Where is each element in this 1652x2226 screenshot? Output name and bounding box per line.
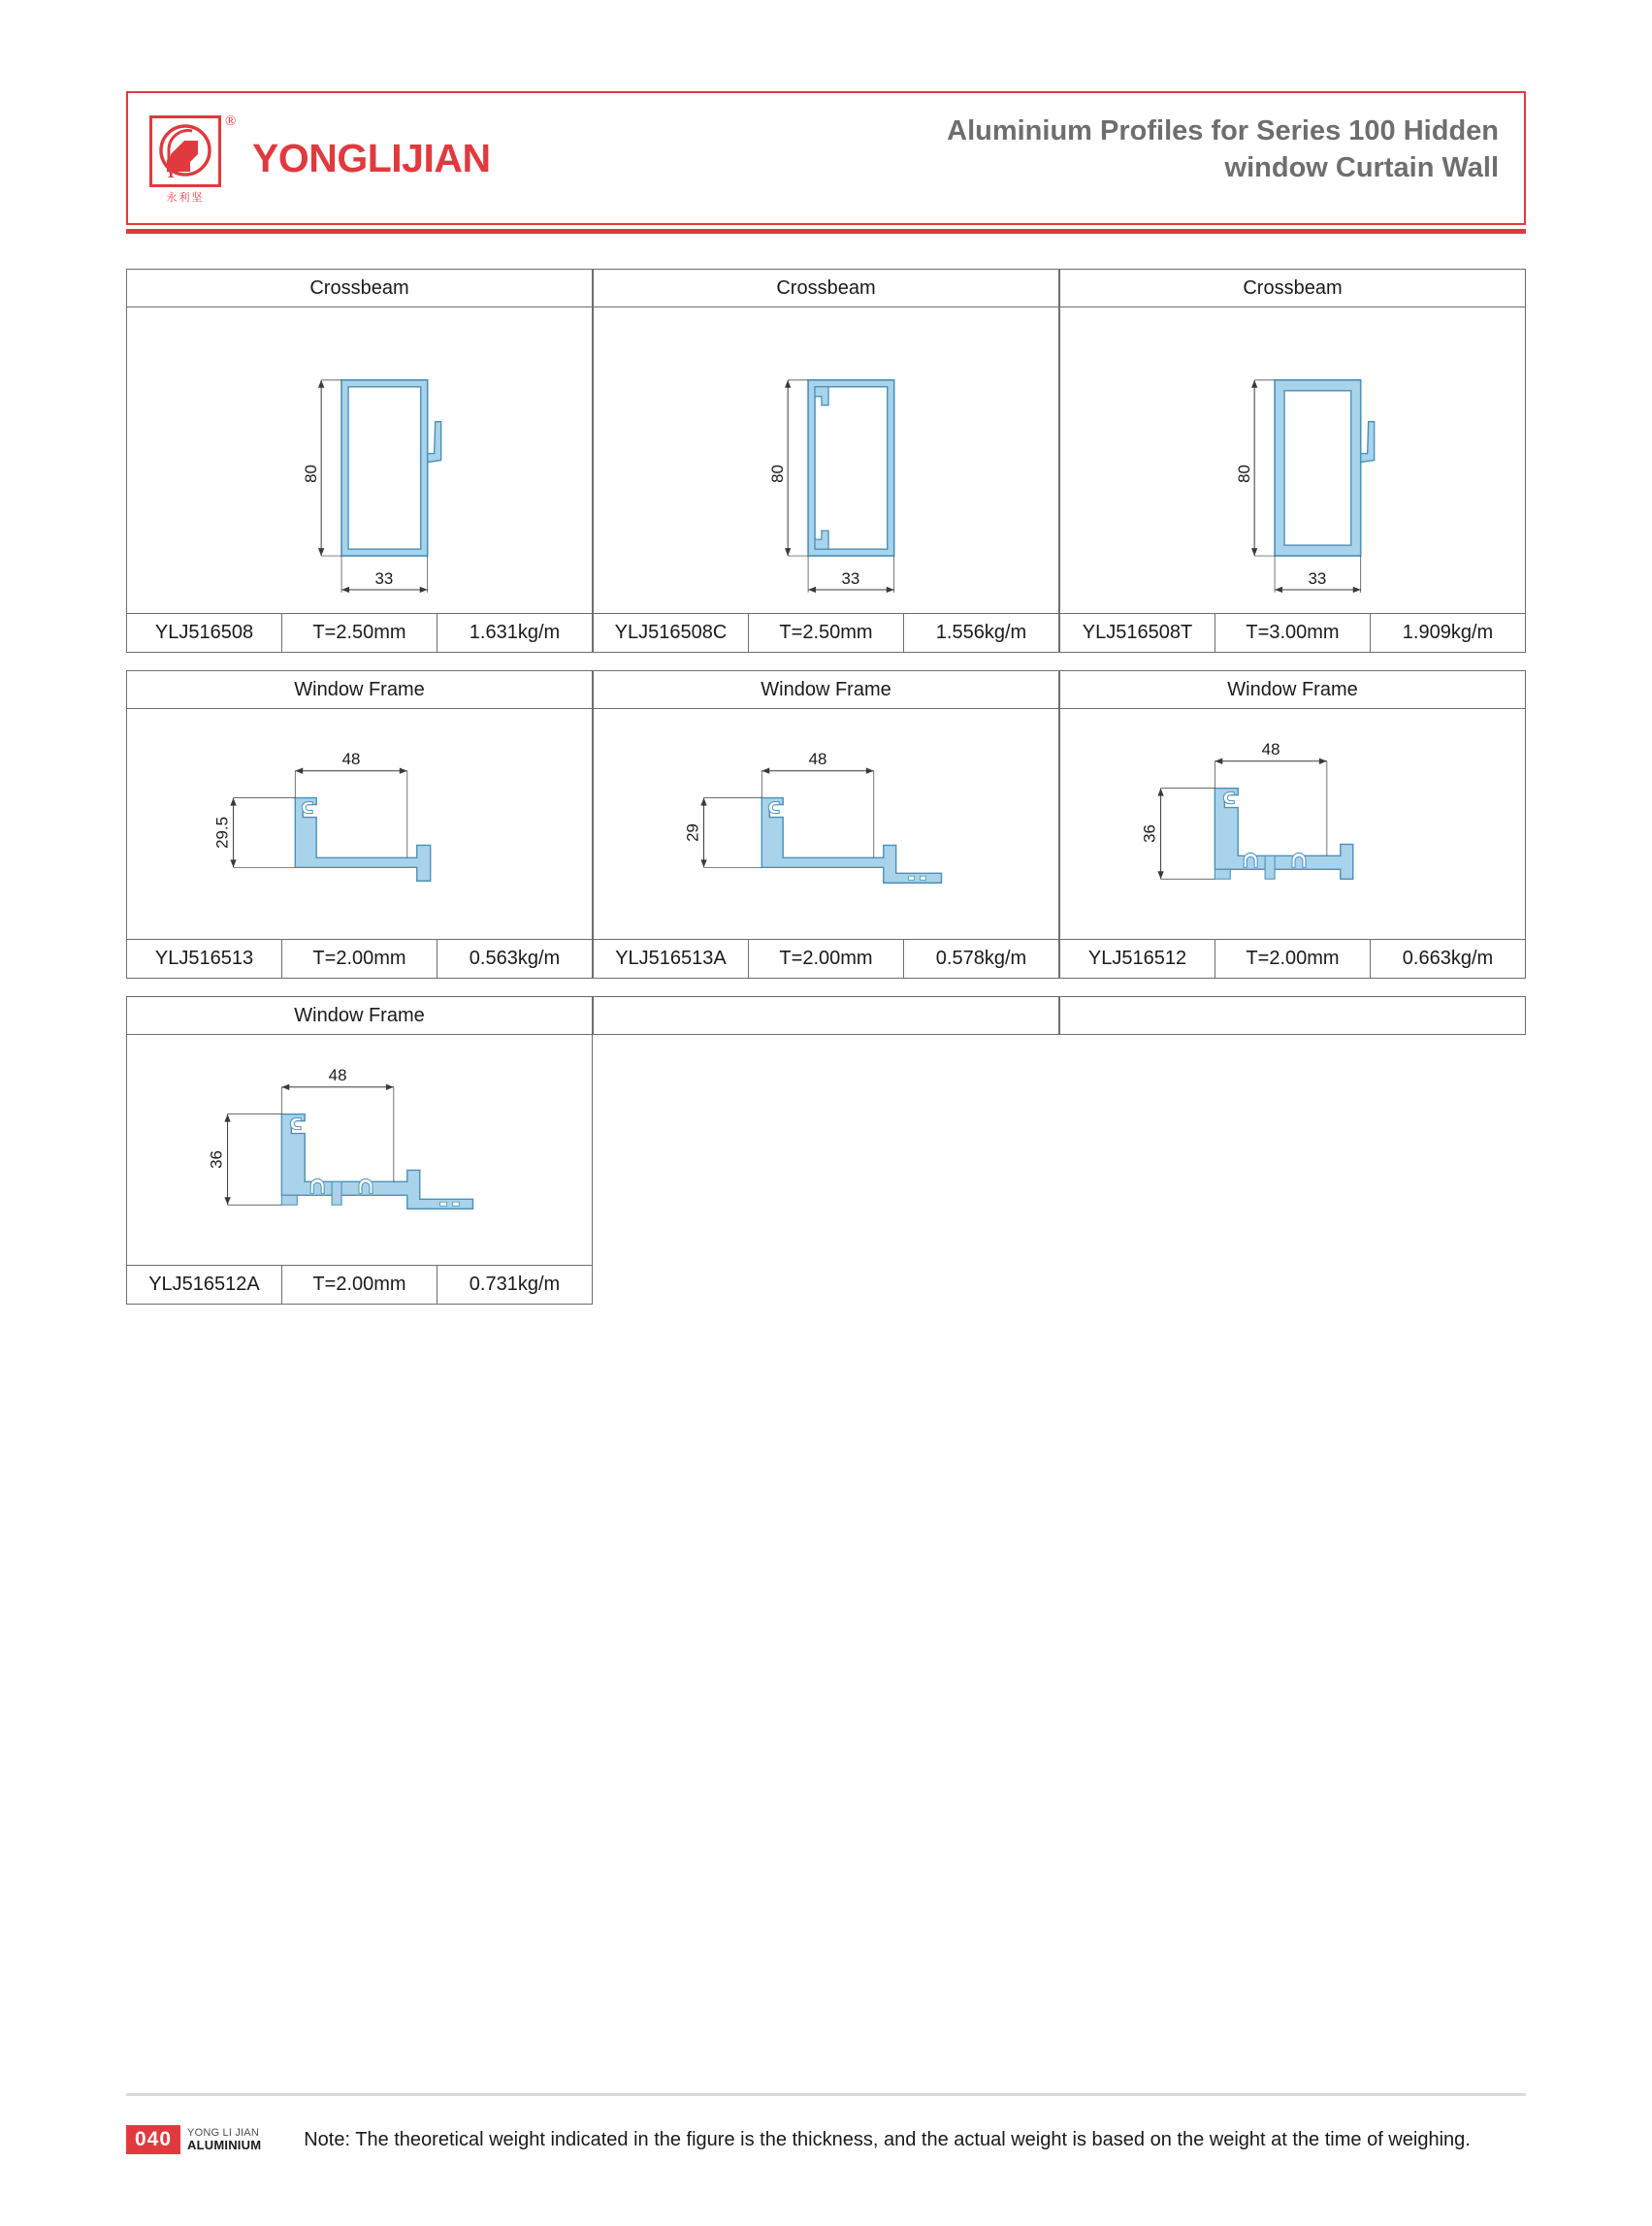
profile-figure-cell <box>126 709 593 940</box>
dimension-width: 33 <box>1308 568 1327 588</box>
spec-row-group <box>126 940 1526 979</box>
category-label: Crossbeam <box>1059 269 1526 307</box>
page-footer <box>126 2114 1526 2165</box>
header-accent-rule <box>126 229 1526 234</box>
profile-figure-cell-empty <box>1059 1035 1526 1266</box>
profiles-table <box>126 269 1526 1305</box>
profile-code: YLJ516513 <box>126 940 282 979</box>
profile-weight: 0.731kg/m <box>437 1266 593 1305</box>
profile-thickness: T=2.00mm <box>749 940 904 979</box>
profile-drawing-frame-grooved-ext <box>127 1035 592 1265</box>
profile-code: YLJ516512 <box>1059 940 1215 979</box>
table-row <box>126 996 1526 1305</box>
profile-code: YLJ516512A <box>126 1266 282 1305</box>
profile-thickness: T=2.50mm <box>749 614 904 653</box>
row-spacer <box>126 979 1526 996</box>
dimension-width: 48 <box>808 749 827 768</box>
row-spacer <box>126 653 1526 670</box>
profile-weight: 0.663kg/m <box>1371 940 1526 979</box>
dimension-width: 33 <box>374 568 394 588</box>
table-row <box>126 670 1526 979</box>
page-title-line1: Aluminium Profiles for Series 100 Hidden <box>947 115 1499 146</box>
profile-weight: 1.909kg/m <box>1371 614 1526 653</box>
spec-row-group <box>126 1266 1526 1305</box>
logo-mark-icon <box>149 113 239 203</box>
footer-divider <box>126 2093 1526 2096</box>
dimension-height: 80 <box>768 465 788 483</box>
profile-code: YLJ516508C <box>593 614 749 653</box>
profile-figure-cell <box>126 1035 593 1266</box>
registered-mark-icon: ® <box>225 113 237 129</box>
profile-drawing-crossbeam-hook-thick <box>1060 307 1525 613</box>
dimension-height: 29.5 <box>212 817 232 849</box>
category-label-empty <box>1059 996 1526 1035</box>
profile-drawing-frame-L-flange <box>594 709 1058 939</box>
footer-note: Note: The theoretical weight indicated in the figure is the thickness, and the actual weight is based on the weight at the time of weighing. <box>304 2128 1471 2150</box>
profile-weight: 0.578kg/m <box>904 940 1059 979</box>
category-header-row <box>126 269 1526 307</box>
brand-logo <box>149 101 557 215</box>
profile-thickness: T=3.00mm <box>1215 614 1371 653</box>
dimension-width: 48 <box>1261 739 1280 758</box>
category-header-row <box>126 670 1526 709</box>
category-label: Window Frame <box>126 996 593 1035</box>
profile-drawing-crossbeam-hook <box>127 307 592 613</box>
profile-drawing-crossbeam-plain <box>594 307 1058 613</box>
dimension-height: 80 <box>302 465 321 483</box>
figure-row <box>126 307 1526 614</box>
profile-thickness: T=2.00mm <box>282 940 437 979</box>
profile-weight: 1.556kg/m <box>904 614 1059 653</box>
profile-drawing-frame-grooved <box>1060 709 1525 939</box>
category-label: Window Frame <box>593 670 1059 709</box>
brand-wordmark: YONGLIJIAN <box>252 135 491 180</box>
footer-brand-line1: YONG LI JIAN <box>187 2126 259 2139</box>
profile-code: YLJ516508 <box>126 614 282 653</box>
figure-row <box>126 709 1526 940</box>
footer-brand-line2: ALUMINIUM <box>187 2137 262 2152</box>
profile-figure-cell <box>593 307 1059 614</box>
spec-row-group <box>126 614 1526 653</box>
profile-weight: 0.563kg/m <box>437 940 593 979</box>
dimension-height: 36 <box>1140 824 1159 843</box>
category-header-row <box>126 996 1526 1035</box>
figure-row <box>126 1035 1526 1266</box>
profile-weight: 1.631kg/m <box>437 614 593 653</box>
dimension-height: 29 <box>683 823 702 842</box>
profile-code: YLJ516508T <box>1059 614 1215 653</box>
dimension-height: 36 <box>207 1150 226 1169</box>
profile-figure-cell <box>593 709 1059 940</box>
dimension-width: 48 <box>328 1065 347 1084</box>
profile-drawing-frame-L-hook <box>127 709 592 939</box>
profile-figure-cell <box>1059 307 1526 614</box>
category-label: Window Frame <box>126 670 593 709</box>
category-label: Window Frame <box>1059 670 1526 709</box>
profile-code: YLJ516513A <box>593 940 749 979</box>
dimension-width: 33 <box>841 568 860 588</box>
page-header <box>126 91 1526 225</box>
profile-figure-cell-empty <box>593 1035 1059 1266</box>
page-title-line2: window Curtain Wall <box>1224 152 1499 184</box>
footer-brand <box>187 2128 261 2151</box>
profile-thickness: T=2.00mm <box>282 1266 437 1305</box>
category-label: Crossbeam <box>593 269 1059 307</box>
profile-figure-cell <box>126 307 593 614</box>
page-title <box>761 113 1499 187</box>
category-label: Crossbeam <box>126 269 593 307</box>
dimension-height: 80 <box>1235 465 1254 483</box>
page-number: 040 <box>126 2125 180 2154</box>
profile-figure-cell <box>1059 709 1526 940</box>
brand-chinese-name: 永利坚 <box>166 191 205 204</box>
svg-text:Y: Y <box>165 163 178 181</box>
category-label-empty <box>593 996 1059 1035</box>
profile-thickness: T=2.00mm <box>1215 940 1371 979</box>
dimension-width: 48 <box>341 749 361 768</box>
profile-thickness: T=2.50mm <box>282 614 437 653</box>
table-row <box>126 269 1526 653</box>
